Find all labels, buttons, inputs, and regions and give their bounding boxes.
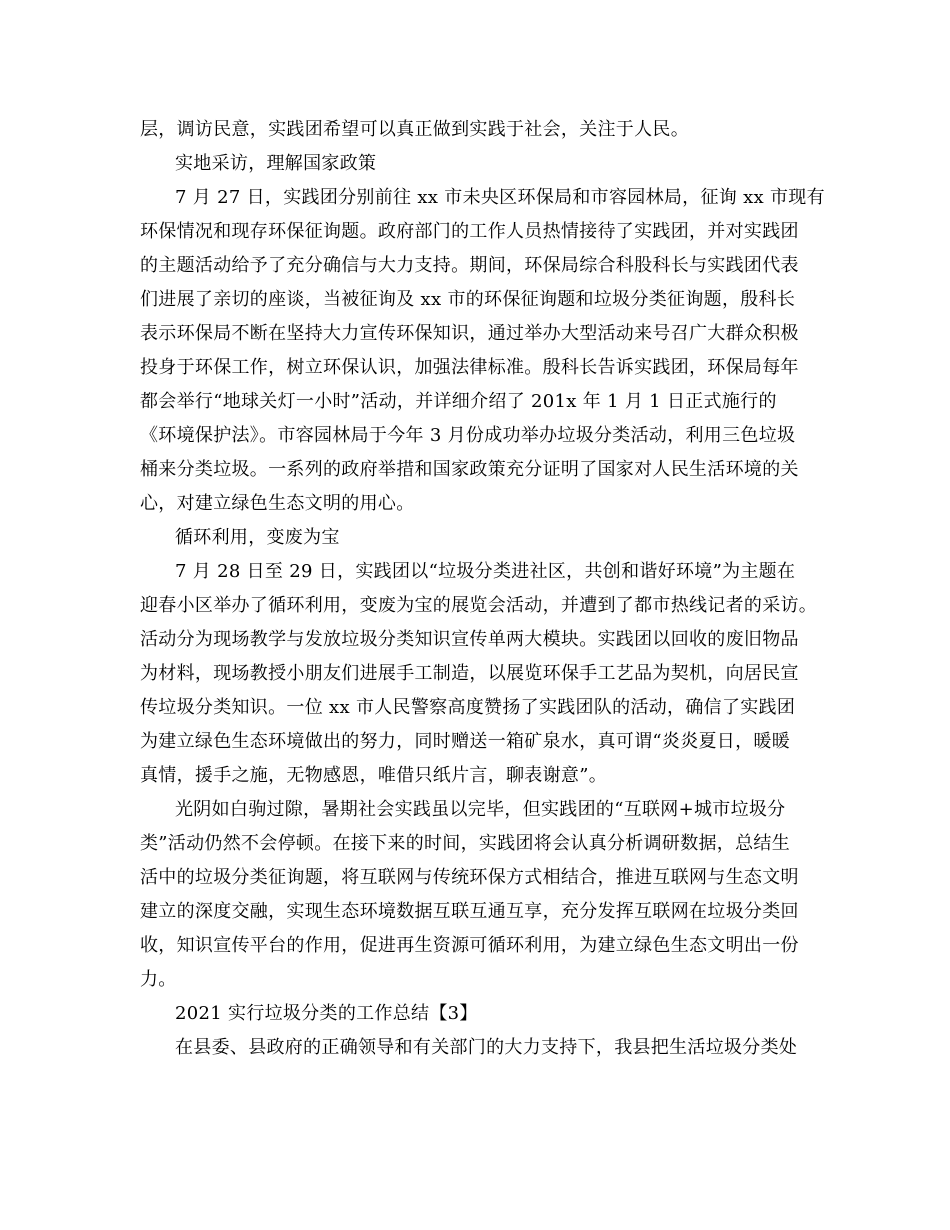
text-line: 都会举行“地球关灯一小时”活动，并详细介绍了 201x 年 1 月 1 日正式施行的 xyxy=(140,391,777,412)
text-line: 心，对建立绿色生态文明的用心。 xyxy=(140,493,415,514)
text-line: 收，知识宣传平台的作用，促进再生资源可循环利用，为建立绿色生态文明出一份 xyxy=(140,935,799,956)
text-line: 表示环保局不断在坚持大力宣传环保知识，通过举办大型活动来号召广大群众积极 xyxy=(140,323,799,344)
text-line: 迎春小区举办了循环利用，变废为宝的展览会活动，并遭到了都市热线记者的采访。 xyxy=(140,595,818,616)
text-line: 7 月 28 日至 29 日，实践团以“垃圾分类进社区，共创和谐好环境”为主题在 xyxy=(175,561,796,582)
text-line: 活动分为现场教学与发放垃圾分类知识宣传单两大模块。实践团以回收的废旧物品 xyxy=(140,629,799,650)
text-line: 循环利用，变废为宝 xyxy=(175,527,340,548)
text-line: 力。 xyxy=(140,969,177,990)
text-line: 类”活动仍然不会停顿。在接下来的时间，实践团将会认真分析调研数据，总结生 xyxy=(140,833,790,854)
text-line: 7 月 27 日，实践团分别前往 xx 市未央区环保局和市容园林局，征询 xx 市现有 xyxy=(175,187,825,208)
document-body xyxy=(140,113,830,1065)
text-line: 活中的垃圾分类征询题，将互联网与传统环保方式相结合，推进互联网与生态文明 xyxy=(140,867,799,888)
text-line: 层，调访民意，实践团希望可以真正做到实践于社会，关注于人民。 xyxy=(140,119,689,140)
text-line: 投身于环保工作，树立环保认识，加强法律标准。殷科长告诉实践团，环保局每年 xyxy=(140,357,799,378)
text-line: 真情，援手之施，无物感恩，唯借只纸片言，聊表谢意”。 xyxy=(140,765,607,786)
text-line: 为建立绿色生态环境做出的努力，同时赠送一箱矿泉水，真可谓“炎炎夏日，暖暖 xyxy=(140,731,790,752)
text-line: 实地采访，理解国家政策 xyxy=(175,153,377,174)
text-line: 桶来分类垃圾。一系列的政府举措和国家政策充分证明了国家对人民生活环境的关 xyxy=(140,459,799,480)
text-line: 光阴如白驹过隙，暑期社会实践虽以完毕，但实践团的“互联网+城市垃圾分 xyxy=(175,799,786,820)
text-line: 环保情况和现存环保征询题。政府部门的工作人员热情接待了实践团，并对实践团 xyxy=(140,221,799,242)
text-line: 为材料，现场教授小朋友们进展手工制造，以展览环保手工艺品为契机，向居民宣 xyxy=(140,663,799,684)
text-line: 传垃圾分类知识。一位 xx 市人民警察高度赞扬了实践团队的活动，确信了实践团 xyxy=(140,697,796,718)
text-line: 建立的深度交融，实现生态环境数据互联互通互享，充分发挥互联网在垃圾分类回 xyxy=(140,901,799,922)
text-line: 的主题活动给予了充分确信与大力支持。期间，环保局综合科股科长与实践团代表 xyxy=(140,255,799,276)
text-line: 们进展了亲切的座谈，当被征询及 xx 市的环保征询题和垃圾分类征询题，殷科长 xyxy=(140,289,796,310)
text-line: 在县委、县政府的正确领导和有关部门的大力支持下，我县把生活垃圾分类处 xyxy=(175,1037,798,1058)
text-line: 《环境保护法》。市容园林局于今年 3 月份成功举办垃圾分类活动，利用三色垃圾 xyxy=(140,425,796,446)
text-line: 2021 实行垃圾分类的工作总结【3】 xyxy=(175,1003,478,1024)
